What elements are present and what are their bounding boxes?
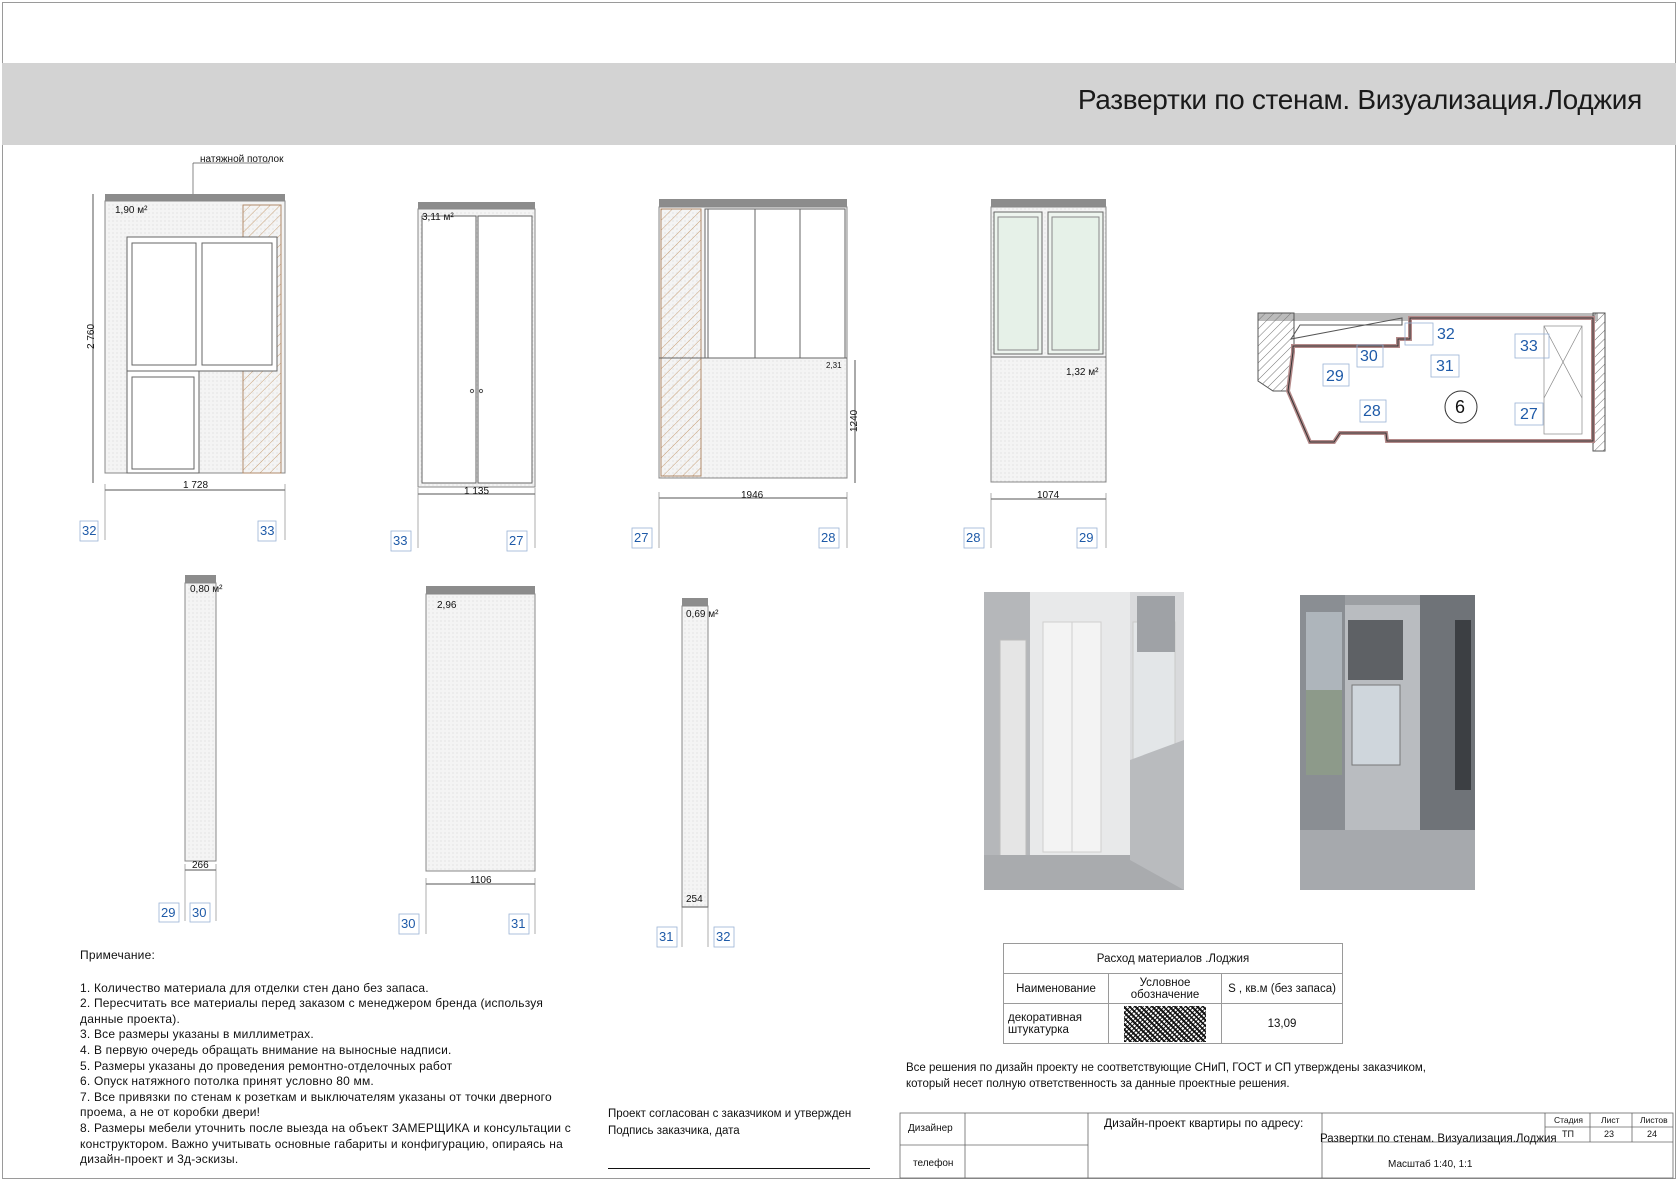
column-header: Наименование: [1004, 974, 1109, 1004]
note-item: 7. Все привязки по стенам к розеткам и выключателям указаны от точки дверного проема, а не от коробки двери!: [80, 1089, 552, 1120]
width-dimension: 1074: [1037, 490, 1060, 501]
notes-heading: Примечание:: [80, 948, 155, 962]
note-item: 6. Опуск натяжного потолка принят условно 80 мм.: [80, 1074, 374, 1089]
visualization-render-1: [984, 592, 1184, 890]
disclaimer: [906, 1060, 1426, 1092]
wall-tag: 31: [659, 929, 674, 944]
visualization-render-2: [1300, 595, 1475, 890]
disclaimer-line: который несет полную ответственность за данные проектные решения.: [906, 1078, 1290, 1090]
area-label: 2,31: [826, 361, 842, 370]
column-header: S , кв.м (без запаса): [1222, 974, 1343, 1004]
stamp-project: Дизайн-проект квартиры по адресу:: [1104, 1116, 1304, 1130]
approval-text: Проект согласован с заказчиком и утвержден: [608, 1108, 852, 1120]
material-area: 13,09: [1222, 1004, 1343, 1044]
stamp-stage: ТП: [1562, 1129, 1574, 1139]
stamp-total-sheets: 24: [1647, 1129, 1658, 1139]
wall-tag: 28: [821, 530, 836, 545]
wall-tag: 33: [260, 523, 275, 538]
signature-line: [608, 1168, 870, 1169]
area-label: 0,69 м²: [686, 609, 719, 620]
disclaimer-line: Все решения по дизайн проекту не соответствующие СНиП, ГОСТ и СП утверждены заказчиком,: [906, 1062, 1426, 1074]
stamp-sheets-label: Листов: [1640, 1115, 1668, 1125]
plaster-pattern: [1124, 1006, 1206, 1042]
wall-tag: 32: [716, 929, 731, 944]
stamp-phone: телефон: [913, 1158, 954, 1169]
column-header: Условное обозначение: [1109, 974, 1222, 1004]
plan-wall-tag: 27: [1520, 406, 1538, 423]
wall-tag: 29: [161, 905, 176, 920]
plan-wall-tag: 33: [1520, 338, 1538, 355]
area-label: 2,96: [437, 600, 457, 611]
materials-table: [1003, 943, 1343, 1044]
wall-tag: 30: [192, 905, 207, 920]
stamp-designer: Дизайнер: [908, 1123, 953, 1134]
note-item: 4. В первую очередь обращать внимание на выносные надписи.: [80, 1042, 452, 1057]
height-dimension: 1240: [849, 409, 860, 432]
wall-tag: 28: [966, 530, 981, 545]
note-item: 1. Количество материала для отделки стен дано без запаса.: [80, 980, 429, 995]
plan-wall-tag: 29: [1326, 368, 1344, 385]
stamp-stage-label: Стадия: [1554, 1115, 1583, 1125]
loggia-plan: [1258, 313, 1605, 451]
material-name: декоративная штукатурка: [1004, 1004, 1109, 1044]
plan-wall-tag: 28: [1363, 403, 1381, 420]
width-dimension: 266: [192, 860, 209, 871]
materials-title: Расход материалов .Лоджия: [1004, 944, 1343, 974]
stamp-sheet-number: 23: [1604, 1129, 1615, 1139]
stamp-sheet-title: Развертки по стенам. Визуализация.Лоджия: [1320, 1133, 1557, 1145]
area-label: 0,80 м²: [190, 584, 223, 595]
room-number: 6: [1455, 397, 1466, 417]
wall-tag: 30: [401, 916, 416, 931]
height-dimension: 2 760: [86, 323, 97, 349]
width-dimension: 1946: [741, 490, 764, 501]
note-item: 2. Пересчитать все материалы перед заказом с менеджером бренда (используя данные проекта).: [80, 996, 544, 1026]
note-item: 5. Размеры указаны до проведения ремонтно-отделочных работ: [80, 1058, 453, 1073]
plan-wall-tag: 30: [1360, 348, 1378, 365]
elevation-30-31: [399, 586, 535, 934]
area-label: 3,11 м²: [422, 212, 454, 223]
wall-tag: 32: [82, 523, 97, 538]
area-label: 1,90 м²: [115, 205, 148, 216]
plan-wall-tag: 31: [1436, 358, 1454, 375]
wall-tag: 33: [393, 533, 408, 548]
wall-tag: 29: [1079, 530, 1094, 545]
notes-block: [80, 948, 580, 1168]
page-title: Развертки по стенам. Визуализация.Лоджия: [1077, 84, 1642, 115]
wall-tag: 27: [509, 533, 524, 548]
wall-tag: 31: [511, 916, 526, 931]
area-label: 1,32 м²: [1066, 367, 1099, 378]
elevation-33-27: [391, 202, 535, 551]
ceiling-note: натяжной потолок: [200, 154, 284, 165]
signature-label: Подпись заказчика, дата: [608, 1125, 740, 1137]
wall-tag: 27: [634, 530, 649, 545]
width-dimension: 1 135: [464, 486, 490, 497]
width-dimension: 254: [686, 894, 703, 905]
plan-wall-tag: 32: [1437, 326, 1455, 343]
note-item: 8. Размеры мебели уточнить после выезда на объект ЗАМЕРЩИКА и консультации с конструктором. Важно учитывать основные габариты и конфигурацию, опираясь на дизайн-проект и 3д-эскизы.: [80, 1120, 571, 1167]
stamp-scale: Масштаб 1:40, 1:1: [1388, 1159, 1473, 1170]
approval-block: [608, 1106, 851, 1140]
width-dimension: 1106: [470, 875, 492, 886]
stamp-sheet-label: Лист: [1601, 1115, 1620, 1125]
note-item: 3. Все размеры указаны в миллиметрах.: [80, 1027, 314, 1042]
width-dimension: 1 728: [183, 480, 209, 491]
material-swatch: [1109, 1004, 1222, 1044]
